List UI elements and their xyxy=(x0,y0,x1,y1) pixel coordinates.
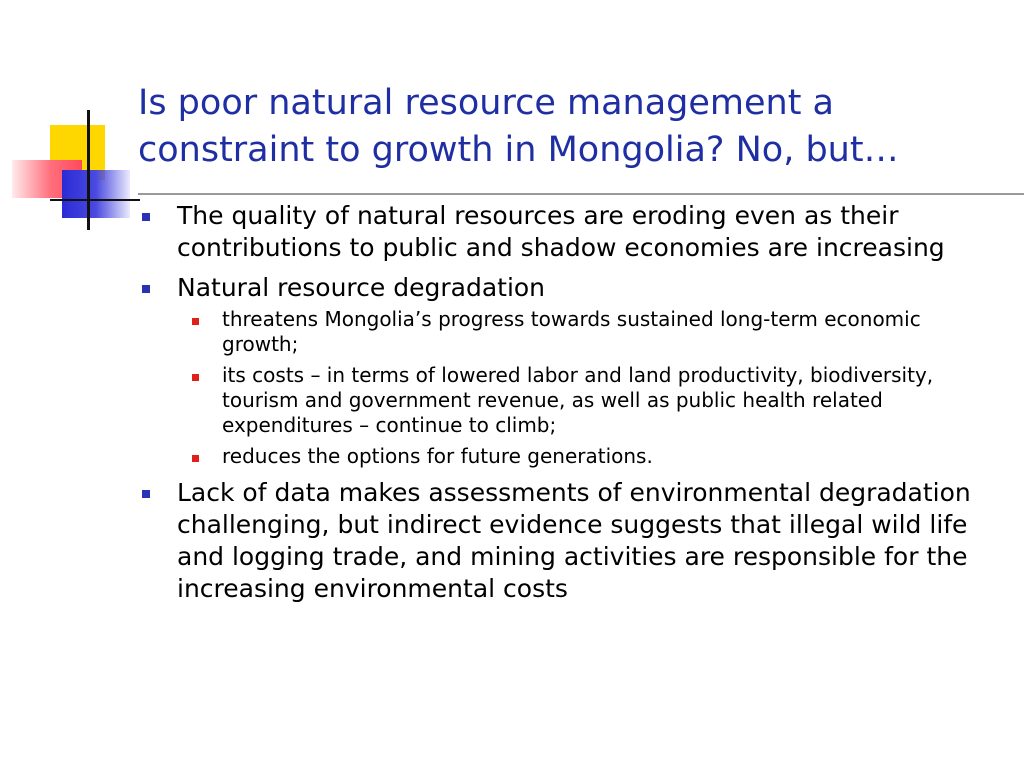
logo-blue-bar xyxy=(62,170,130,218)
slide-title: Is poor natural resource management a constraint to growth in Mongolia? No, but… xyxy=(138,83,899,170)
bullet-item xyxy=(138,272,988,304)
bullet-item xyxy=(138,200,988,264)
sub-bullet-text: reduces the options for future generations. xyxy=(222,444,653,468)
red-square-bullet-icon xyxy=(192,318,199,325)
bullet-text: Natural resource degradation xyxy=(177,273,546,302)
sub-bullet-item xyxy=(138,363,988,438)
bullet-item xyxy=(138,477,988,605)
bullet-list xyxy=(138,200,988,605)
blue-square-bullet-icon xyxy=(142,213,150,221)
sub-bullet-item xyxy=(138,444,988,469)
red-square-bullet-icon xyxy=(192,374,199,381)
sub-bullet-text: its costs – in terms of lowered labor and land productivity, biodiversity, tourism and government revenue, as well as public health related expenditures – continue to climb; xyxy=(222,363,934,437)
bullet-text: Lack of data makes assessments of environmental degradation challenging, but indirect evidence suggests that illegal wild life and logging trade, and mining activities are responsible for the increasing environmental costs xyxy=(177,478,971,603)
logo-vertical-line xyxy=(87,110,90,230)
sub-bullet-text: threatens Mongolia’s progress towards sustained long-term economic growth; xyxy=(222,307,921,356)
blue-square-bullet-icon xyxy=(142,285,150,293)
sub-bullet-item xyxy=(138,307,988,357)
logo-horizontal-line xyxy=(50,199,140,201)
sub-bullet-list xyxy=(138,307,988,469)
bullet-text: The quality of natural resources are eroding even as their contributions to public and shadow economies are increasing xyxy=(177,201,945,262)
red-square-bullet-icon xyxy=(192,455,199,462)
decorative-logo xyxy=(0,0,140,240)
title-divider xyxy=(138,193,1024,195)
blue-square-bullet-icon xyxy=(142,490,150,498)
